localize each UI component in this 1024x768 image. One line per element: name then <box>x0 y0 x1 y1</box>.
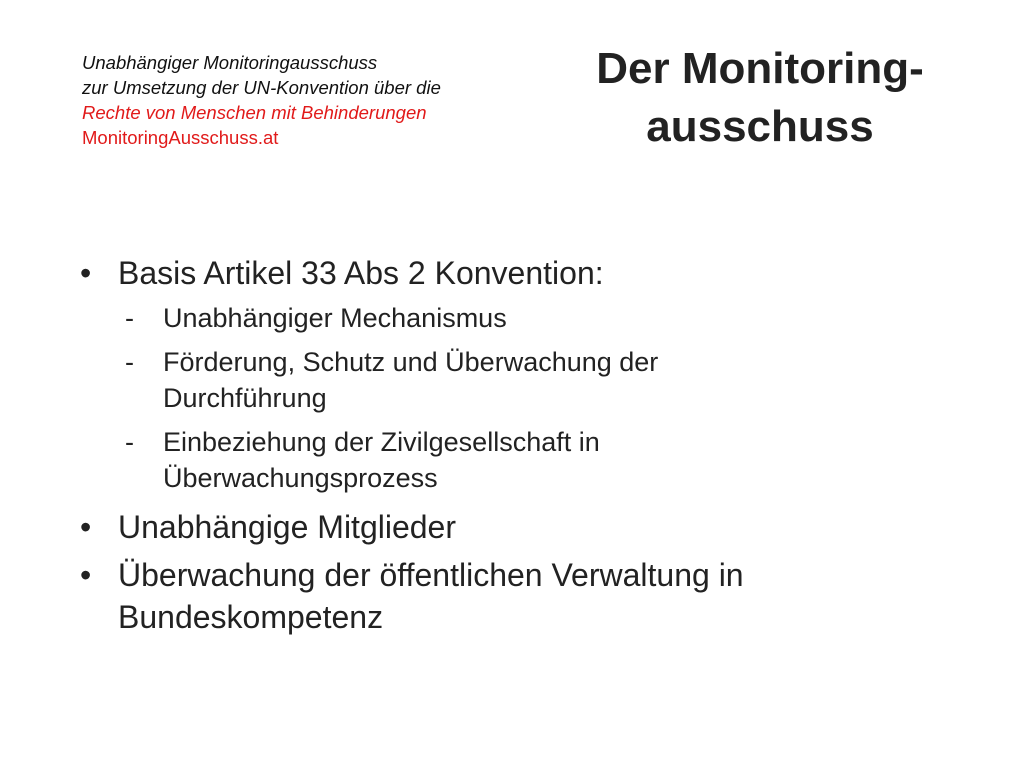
bullet-text <box>118 554 980 638</box>
bullet-text-line: Unabhängige Mitglieder <box>118 509 456 545</box>
bullet-text-line: Basis Artikel 33 Abs 2 Konvention: <box>118 255 604 291</box>
sub-bullet-text-line: Förderung, Schutz und Überwachung der <box>163 347 659 377</box>
bullet-text <box>118 506 980 548</box>
slide-title <box>540 40 980 156</box>
slide-title-line-1: Der Monitoring- <box>596 44 924 93</box>
bullet-mark: • <box>80 557 92 593</box>
slide-content <box>80 252 980 644</box>
dash-mark: - <box>125 427 134 457</box>
dash-mark: - <box>125 303 134 333</box>
sub-bullet-text-line: Unabhängiger Mechanismus <box>163 303 507 333</box>
org-name-line-2: zur Umsetzung der UN-Konvention über die <box>82 77 441 98</box>
bullet-item <box>80 554 980 638</box>
sub-bullet-text-line: Überwachungsprozess <box>163 463 438 493</box>
sub-bullet-item <box>80 344 980 416</box>
bullet-item <box>80 506 980 548</box>
bullet-item <box>80 252 980 294</box>
bullet-text-line: Überwachung der öffentlichen Verwaltung in <box>118 557 744 593</box>
org-name-line-3: Rechte von Menschen mit Behinderungen <box>82 102 427 123</box>
sub-bullet-list <box>80 300 980 496</box>
sub-bullet-text-line: Einbeziehung der Zivilgesellschaft in <box>163 427 600 457</box>
org-name-line-1: Unabhängiger Monitoringausschuss <box>82 52 378 73</box>
slide-title-line-2: ausschuss <box>646 102 874 151</box>
bullet-mark: • <box>80 255 92 291</box>
bullet-text-line: Bundeskompetenz <box>118 599 384 635</box>
sub-bullet-item <box>80 300 980 336</box>
sub-bullet-item <box>80 424 980 496</box>
org-website: MonitoringAusschuss.at <box>82 127 279 148</box>
bullet-text <box>118 252 980 294</box>
dash-mark: - <box>125 347 134 377</box>
bullet-mark: • <box>80 509 92 545</box>
organization-header <box>82 50 552 150</box>
sub-bullet-text-line: Durchführung <box>163 383 327 413</box>
